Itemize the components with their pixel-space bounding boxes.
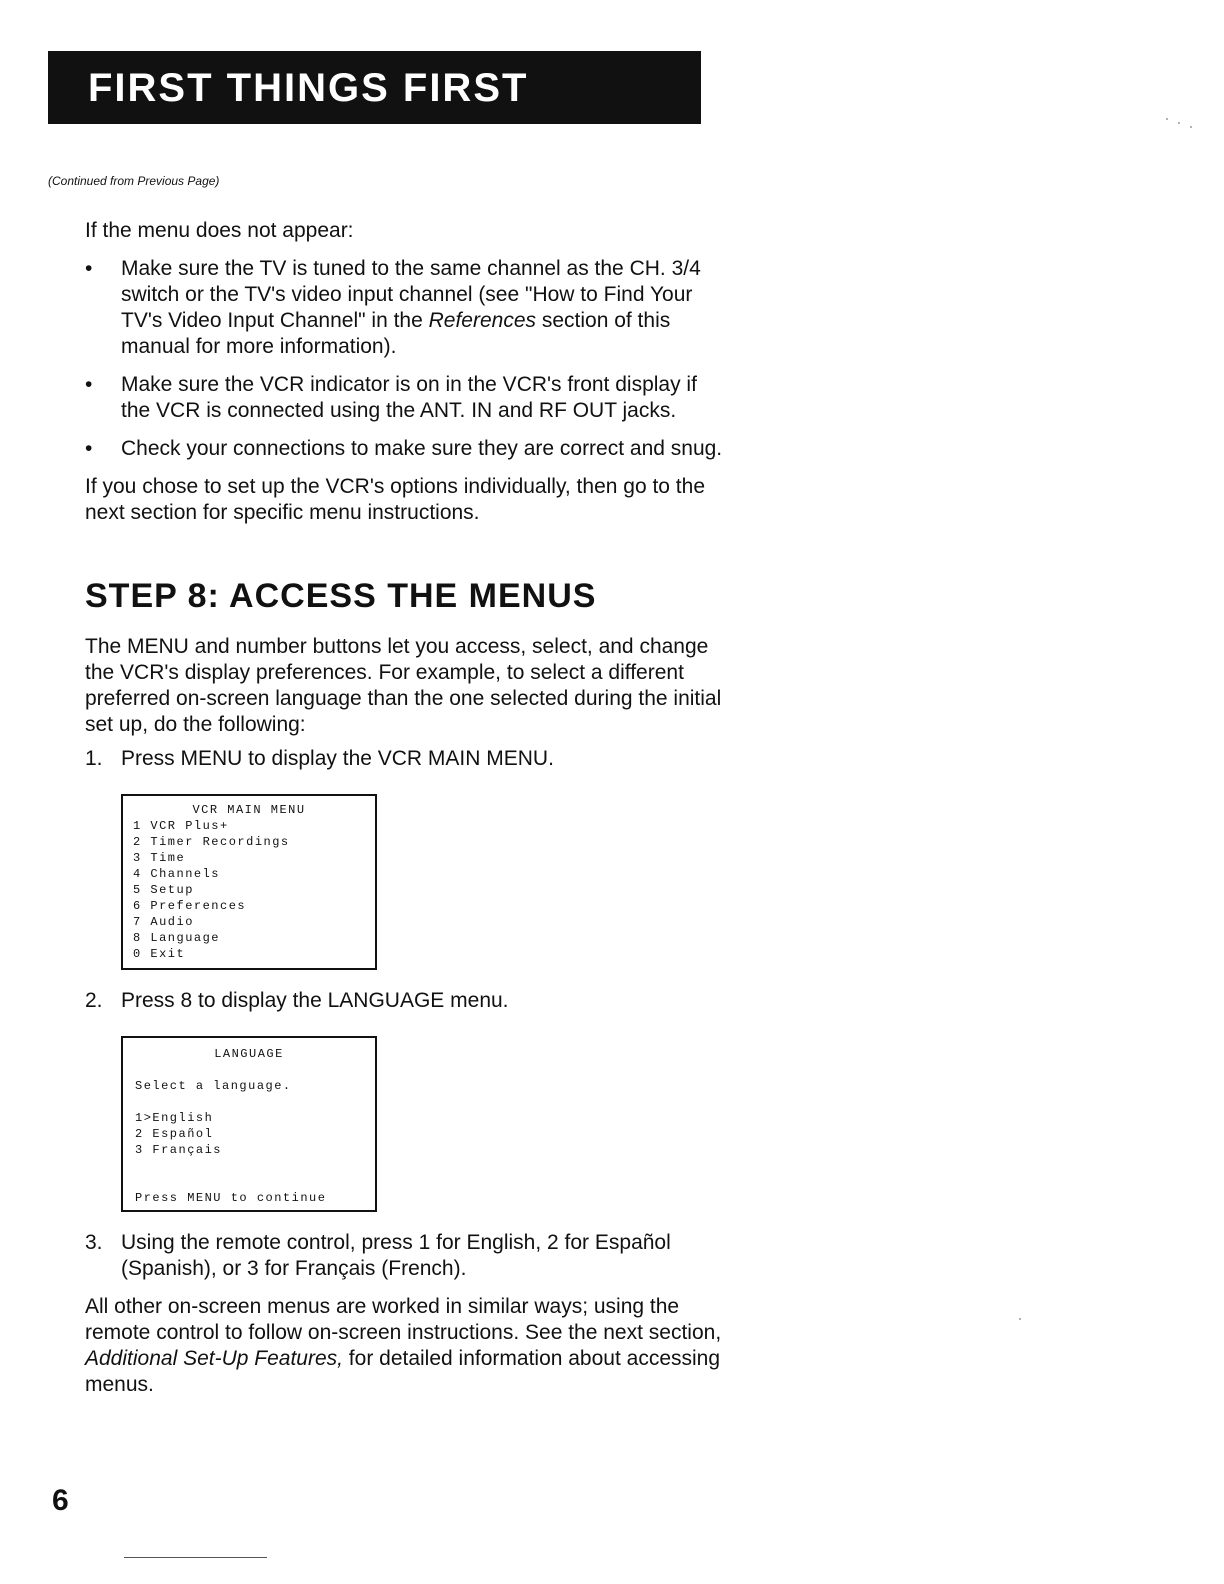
numbered-step <box>85 746 725 772</box>
menu-item: 6 Preferences <box>133 899 247 913</box>
numbered-step <box>85 1230 725 1282</box>
list-item-emphasis: References <box>428 309 536 332</box>
setup-paragraph: If you chose to set up the VCR's options individually, then go to the next section for specific menu instructions. <box>85 475 705 524</box>
language-menu-screen <box>121 1036 377 1212</box>
step-text: Using the remote control, press 1 for English, 2 for Español (Spanish), or 3 for Français (French). <box>121 1231 671 1280</box>
scan-speck <box>1166 118 1168 120</box>
step-text: Press 8 to display the LANGUAGE menu. <box>121 989 509 1012</box>
screen-footer: Press MENU to continue <box>135 1191 327 1205</box>
list-item <box>85 372 725 424</box>
bullet-icon: • <box>85 437 93 460</box>
scan-speck <box>1190 126 1192 128</box>
spacer <box>135 1062 363 1078</box>
list-item <box>85 436 725 462</box>
scan-speck <box>1178 122 1180 124</box>
step-number: 3. <box>85 1231 103 1254</box>
language-option: 2 Español <box>135 1127 214 1141</box>
screen-title: LANGUAGE <box>214 1047 284 1061</box>
closing-emphasis: Additional Set-Up Features, <box>85 1347 343 1370</box>
step-body: The MENU and number buttons let you access, select, and change the VCR's display preferences. For example, to select a different preferred on-screen language than the one selected during the initial set up, do the following: <box>85 635 722 736</box>
menu-item: 7 Audio <box>133 915 194 929</box>
list-item-text: Make sure the VCR indicator is on in the VCR's front display if the VCR is connected using the ANT. IN and RF OUT jacks. <box>121 373 697 422</box>
step-text: Press MENU to display the VCR MAIN MENU. <box>121 747 554 770</box>
vcr-main-menu-screen <box>121 794 377 970</box>
screen-title: VCR MAIN MENU <box>192 803 306 817</box>
bottom-rule <box>124 1557 267 1558</box>
spacer <box>135 1158 363 1174</box>
list-item-text: Check your connections to make sure they are correct and snug. <box>121 437 723 460</box>
scan-speck <box>1019 1318 1021 1320</box>
intro-text: If the menu does not appear: <box>85 219 354 242</box>
step-number: 1. <box>85 747 103 770</box>
menu-item: 0 Exit <box>133 947 186 961</box>
step-number: 2. <box>85 989 103 1012</box>
menu-item: 1 VCR Plus+ <box>133 819 229 833</box>
bullet-icon: • <box>85 373 93 396</box>
menu-item: 5 Setup <box>133 883 194 897</box>
page-content <box>85 218 725 1398</box>
menu-item: 4 Channels <box>133 867 221 881</box>
spacer <box>135 1094 363 1110</box>
menu-item: 2 Timer Recordings <box>133 835 290 849</box>
closing-paragraph <box>85 1294 725 1398</box>
list-item-tail: section of this manual for more information). <box>121 309 671 358</box>
menu-item: 3 Time <box>133 851 186 865</box>
screen-prompt: Select a language. <box>135 1079 292 1093</box>
spacer <box>135 1174 363 1190</box>
bullet-icon: • <box>85 257 93 280</box>
section-header-bar <box>48 51 701 124</box>
language-option: 3 Français <box>135 1143 223 1157</box>
list-item-text: Make sure the TV is tuned to the same channel as the CH. 3/4 switch or the TV's video input channel (see "How to Find Your TV's Video Input Channel" in the <box>121 257 701 332</box>
section-header-title: FIRST THINGS FIRST <box>88 66 529 110</box>
step-heading: STEP 8: ACCESS THE MENUS <box>85 577 597 615</box>
list-item <box>85 256 725 360</box>
language-option: 1>English <box>135 1111 214 1125</box>
numbered-step <box>85 988 725 1014</box>
menu-item: 8 Language <box>133 931 221 945</box>
closing-text: All other on-screen menus are worked in similar ways; using the remote control to follow on-screen instructions. See the next section, <box>85 1295 722 1344</box>
page-number: 6 <box>52 1484 69 1517</box>
closing-tail: for detailed information about accessing menus. <box>85 1347 721 1396</box>
troubleshooting-list <box>85 256 725 462</box>
continued-note: (Continued from Previous Page) <box>48 174 220 188</box>
